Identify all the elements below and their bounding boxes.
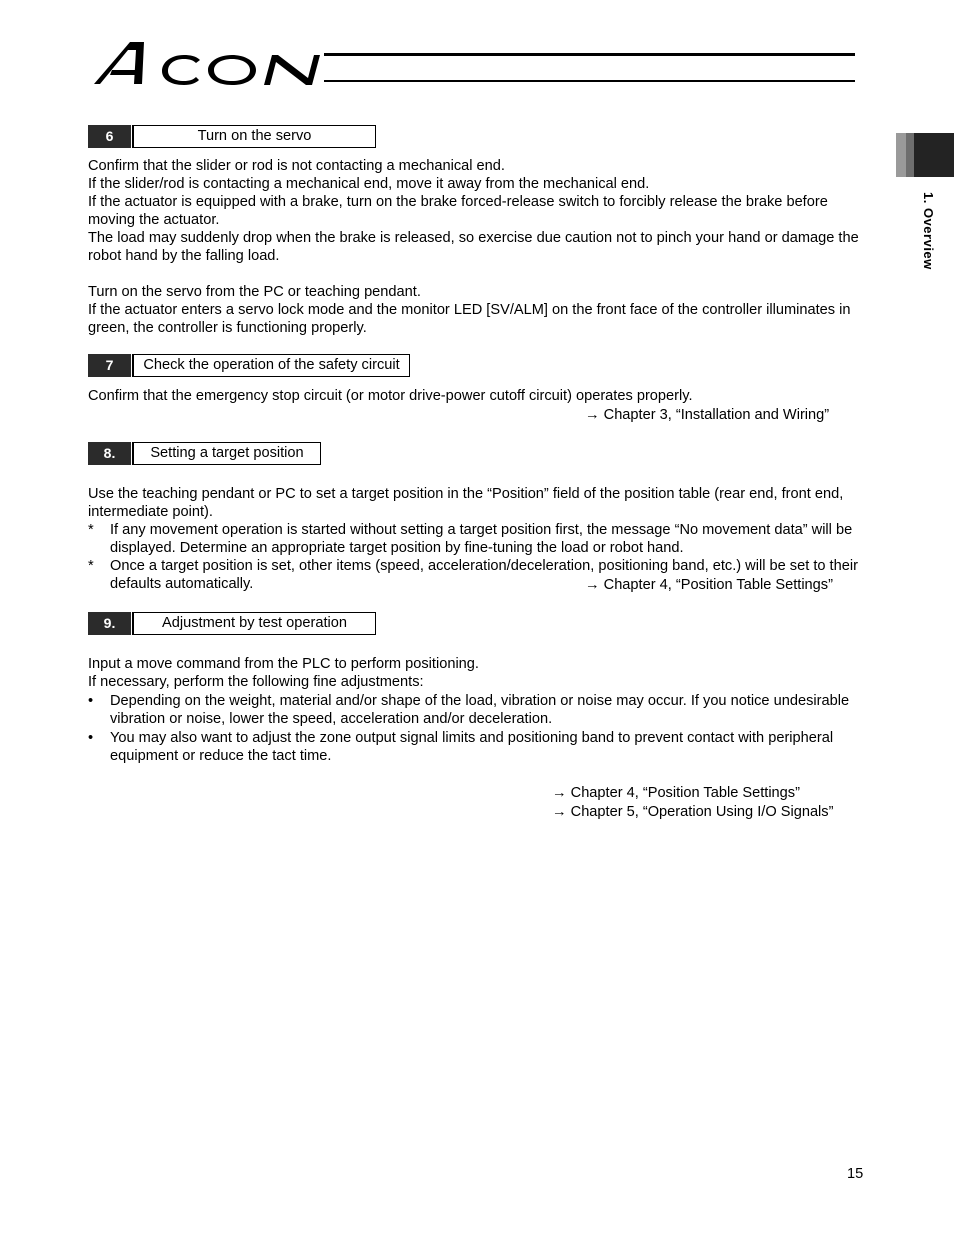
step-title: Adjustment by test operation (133, 612, 376, 635)
note-item (88, 521, 863, 557)
step-title: Setting a target position (133, 442, 321, 465)
step-number: 8. (88, 442, 131, 465)
paragraph-line: Confirm that the emergency stop circuit (or motor drive-power cutoff circuit) operates properly. (88, 388, 693, 404)
step-number: 9. (88, 612, 131, 635)
chapter-side-label: 1. Overview (921, 192, 936, 270)
step-7-heading (88, 354, 410, 377)
step-9-heading (88, 612, 376, 635)
note-marker: * (88, 558, 94, 574)
step-number: 6 (88, 125, 131, 148)
paragraph-line: Confirm that the slider or rod is not contacting a mechanical end. (88, 158, 505, 174)
page-number: 15 (847, 1166, 864, 1182)
step-6-body (88, 157, 863, 265)
paragraph-line: If the slider/rod is contacting a mechanical end, move it away from the mechanical end. (88, 176, 650, 192)
step-9-body (88, 655, 863, 691)
header-rule-top (324, 53, 855, 56)
step-6-body-2 (88, 283, 863, 337)
paragraph-line: Input a move command from the PLC to perform positioning. (88, 656, 479, 672)
header-rule-bottom (324, 80, 855, 82)
note-text: Once a target position is set, other items (speed, acceleration/deceleration, positioning band, etc.) will be set to their defaults automatically. (110, 558, 858, 592)
chapter-reference: → Chapter 3, “Installation and Wiring” (585, 407, 830, 423)
step-6-heading (88, 125, 376, 148)
paragraph-line: Use the teaching pendant or PC to set a target position in the “Position” field of the position table (rear end, front end, intermediate point). (88, 486, 844, 520)
paragraph-line: Turn on the servo from the PC or teaching pendant. (88, 284, 421, 300)
paragraph-line: If the actuator is equipped with a brake, turn on the brake forced-release switch to forcibly release the brake before moving the actuator. (88, 194, 828, 228)
step-title: Turn on the servo (133, 125, 376, 148)
bullet-marker: • (88, 730, 94, 746)
paragraph-line: The load may suddenly drop when the brake is released, so exercise due caution not to pinch your hand or damage the robot hand by the falling load. (88, 230, 859, 264)
acon-logo (92, 40, 332, 86)
chapter-reference: → Chapter 5, “Operation Using I/O Signals” (552, 804, 834, 820)
step-7-body (88, 387, 863, 405)
bullet-marker: • (88, 693, 94, 709)
bullet-text: You may also want to adjust the zone output signal limits and positioning band to prevent contact with peripheral equipment or reduce the tact time. (110, 730, 834, 764)
paragraph-line: If necessary, perform the following fine adjustments: (88, 674, 424, 690)
bullet-text: Depending on the weight, material and/or shape of the load, vibration or noise may occur. If you notice undesirable vibration or noise, lower the speed, acceleration and/or deceleration. (110, 693, 850, 727)
note-text: If any movement operation is started without setting a target position first, the message “No movement data” will be displayed. Determine an appropriate target position by fine-tuning the load or robot hand. (110, 522, 853, 556)
note-marker: * (88, 522, 94, 538)
chapter-tab-marker (896, 133, 954, 177)
bullet-item (88, 692, 863, 728)
step-title: Check the operation of the safety circuit (133, 354, 410, 377)
step-number: 7 (88, 354, 131, 377)
chapter-reference: → Chapter 4, “Position Table Settings” (585, 577, 833, 593)
step-8-body (88, 485, 863, 521)
bullet-item (88, 729, 863, 765)
step-8-heading (88, 442, 321, 465)
chapter-reference: → Chapter 4, “Position Table Settings” (552, 785, 800, 801)
paragraph-line: If the actuator enters a servo lock mode and the monitor LED [SV/ALM] on the front face of the controller illuminates in green, the controller is functioning properly. (88, 302, 851, 336)
